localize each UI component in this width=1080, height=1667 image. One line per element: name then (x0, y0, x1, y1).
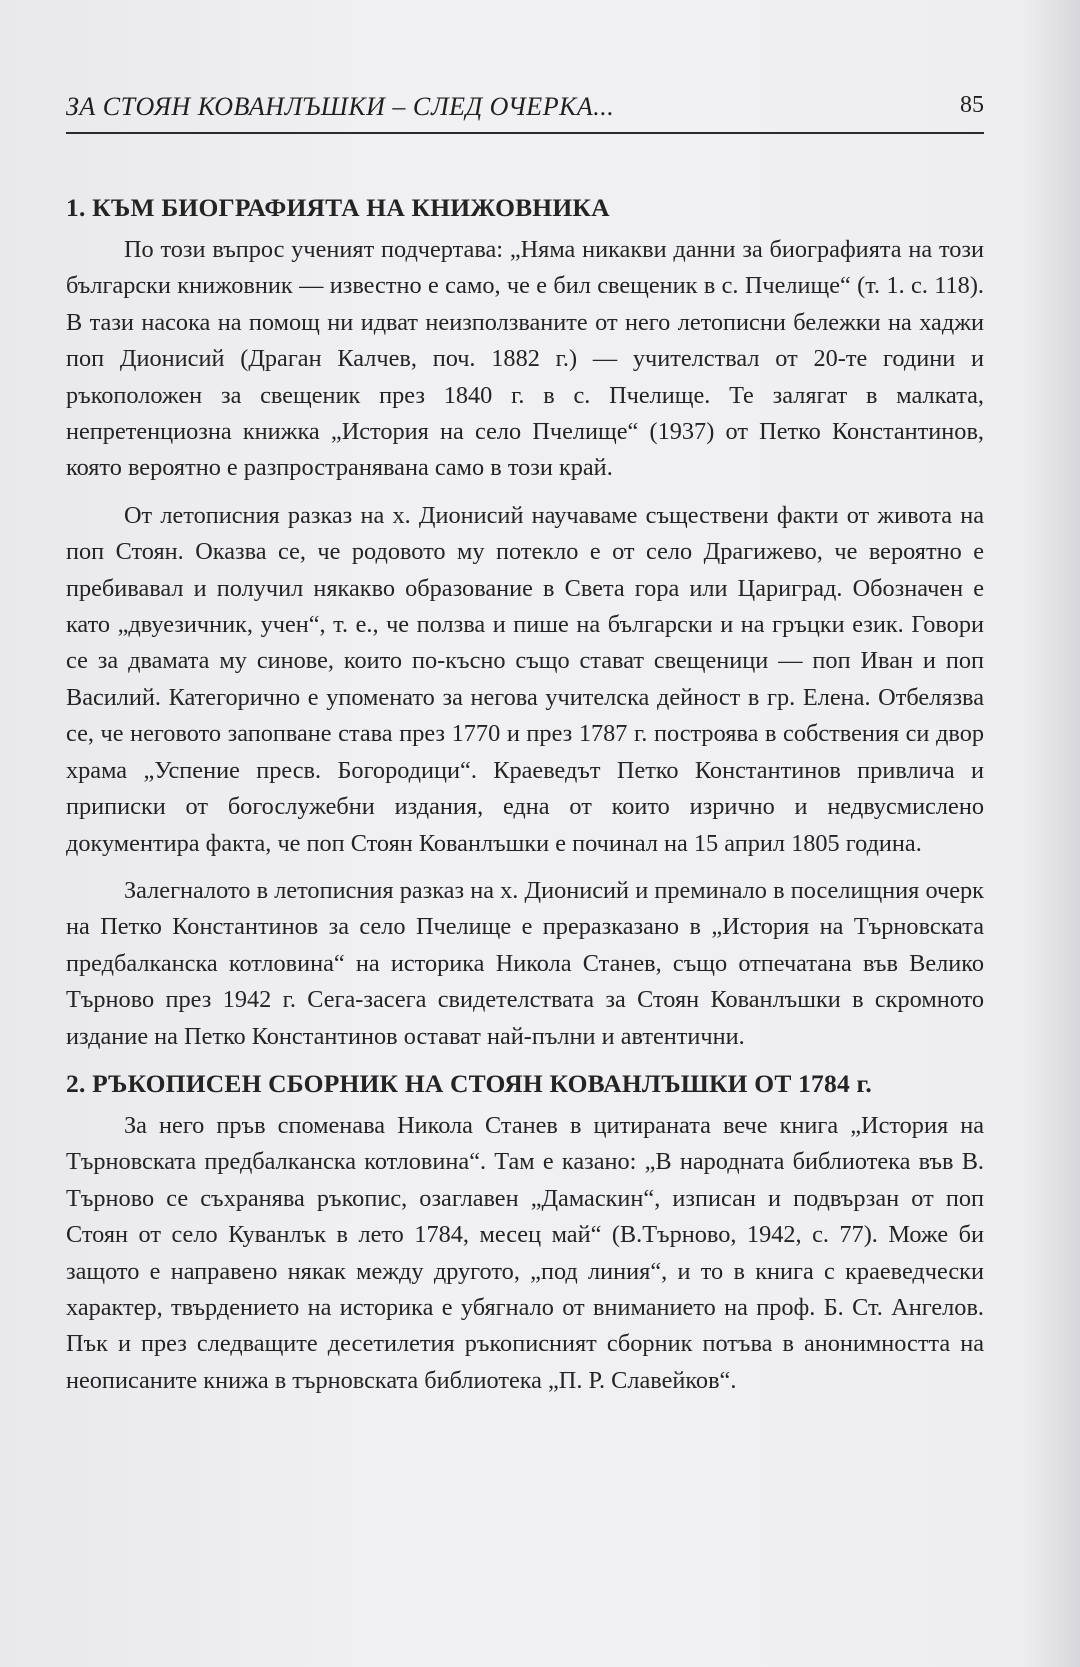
paragraph-3: Залегналото в летописния разказ на х. Дионисий и преминало в поселищния очерк на Петко Константинов за село Пчелище е преразказано в „История на Търновската предбалканска котловина“ на историка Никола Станев, също отпечатана във Велико Търново през 1942 г. Сега-засега свидетелствата за Стоян Кованлъшки в скромното издание на Петко Константинов остават най-пълни и автентични. (66, 876, 984, 1050)
section-heading-1: 1. КЪМ БИОГРАФИЯТА НА КНИЖОВНИКА (66, 193, 610, 222)
section-heading-2: 2. РЪКОПИСЕН СБОРНИК НА СТОЯН КОВАНЛЪШКИ ОТ 1784 г. (66, 1068, 872, 1098)
paragraph-1: По този въпрос ученият подчертава: „Няма никакви данни за биографията на този български книжовник — известно е само, че е бил свещеник в с. Пчелище“ (т. 1. с. 118). В тази насока на помощ ни идват неизползваните от него летописни бележки на хаджи поп Дионисий (Драган Калчев, поч. 1882 г.) — учителствал от 20-те години и ръкоположен за свещеник през 1840 г. в с. Пчелище. Те залягат в малката, непретенциозна книжка „История на село Пчелище“ (1937) от Петко Константинов, която вероятно е разпространявана само в този край. (66, 236, 984, 482)
paragraph-2: От летописния разказ на х. Дионисий научаваме съществени факти от живота на поп Стоян. Оказва се, че родовото му потекло е от село Драгижево, че вероятно е пребивавал и получил някакво образование в Света гора или Цариград. Обозначен е като „двуезичник, учен“, т. е., че ползва и пише на български и на гръцки език. Говори се за двамата му синове, които по-късно също стават свещеници — поп Иван и поп Василий. Категорично е упоменато за негова учителска дейност в гр. Елена. Отбелязва се, че неговото запопване става през 1770 и през 1787 г. построява в собствения си двор храма „Успение пресв. Богородици“. Краеведът Петко Константинов привлича и приписки от богослужебни издания, една от които изрично и недвусмислено документира факта, че поп Стоян Кованлъшки е починал на 15 април 1805 година. (66, 501, 984, 857)
running-title: ЗА СТОЯН КОВАНЛЪШКИ – СЛЕД ОЧЕРКА... (66, 92, 615, 121)
page-header (66, 92, 984, 134)
paragraph-4: За него пръв споменава Никола Станев в цитираната вече книга „История на Търновската предбалканска котловина“. Там е казано: „В народната библиотека във В. Търново се съхранява ръкопис, озаглавен „Дамаскин“, изписан и подвързан от поп Стоян от село Куванлък в лето 1784, месец май“ (В.Търново, 1942, с. 77). Може би защото е направено някак между другото, „под линия“, и то в книга с краеведчески характер, твърдението на историка е убягнало от вниманието на проф. Б. Ст. Ангелов. Пък и през следващите десетилетия ръкописният сборник потъва в анонимността на неописаните книжа в търновската библиотека „П. Р. Славейков“. (66, 1111, 984, 1394)
page-number: 85 (960, 92, 984, 118)
page-content (66, 190, 984, 1410)
spine-shadow (1020, 0, 1080, 1667)
